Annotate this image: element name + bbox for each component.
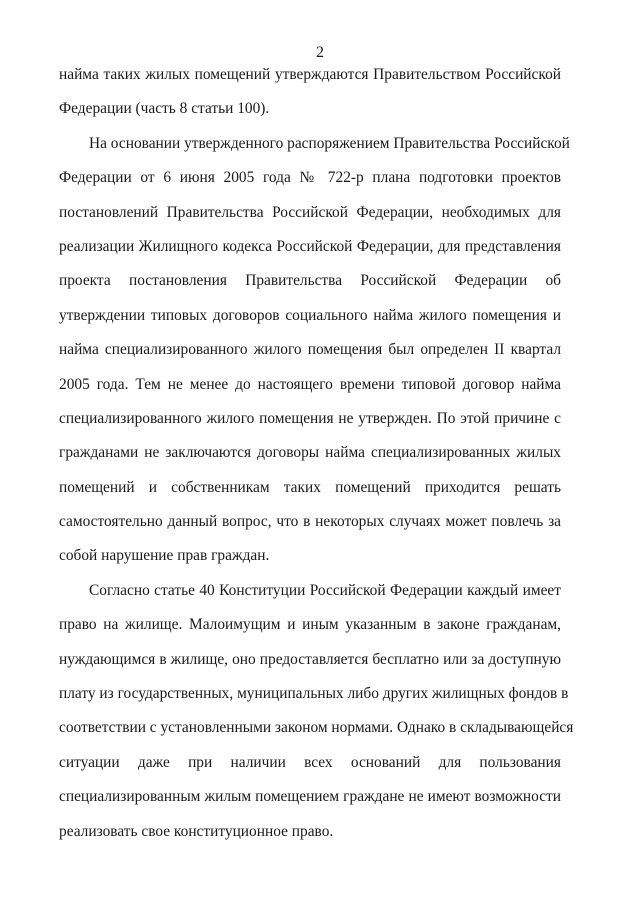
text-line: специализированным жилым помещением граждане не имеют возможности: [59, 788, 561, 806]
text-line: 2005 года. Тем не менее до настоящего времени типовой договор найма: [59, 375, 561, 393]
text-line: реализации Жилищного кодекса Российской Федерации, для представления: [59, 237, 561, 255]
text-line: самостоятельно данный вопрос, что в некоторых случаях может повлечь за: [59, 513, 561, 531]
text-line: утверждении типовых договоров социального найма жилого помещения и: [59, 306, 561, 324]
text-line: Федерации от 6 июня 2005 года № 722-р плана подготовки проектов: [59, 169, 561, 187]
text-line: Согласно статье 40 Конституции Российской Федерации каждый имеет: [89, 581, 561, 599]
text-line: проекта постановления Правительства Российской Федерации об: [59, 272, 561, 290]
text-line: Федерации (часть 8 статьи 100).: [59, 100, 270, 118]
text-line: нуждающимся в жилище, оно предоставляется бесплатно или за доступную: [59, 650, 561, 668]
paragraph-2: [59, 133, 570, 580]
text-line: соответствии с установленными законом нормами. Однако в складывающейся: [59, 719, 574, 737]
text-line: На основании утвержденного распоряжением Правительства Российской: [89, 134, 570, 152]
paragraph-3: [59, 580, 574, 855]
text-line: собой нарушение прав граждан.: [59, 547, 270, 565]
text-line: найма специализированного жилого помещения был определен II квартал: [59, 341, 561, 359]
text-line: специализированного жилого помещения не утвержден. По этой причине с: [59, 409, 561, 427]
document-body: [59, 64, 574, 855]
paragraph-1: [59, 64, 561, 133]
page-number: 2: [316, 44, 324, 61]
text-line: гражданами не заключаются договоры найма специализированных жилых: [59, 444, 561, 462]
text-line: реализовать свое конституционное право.: [59, 822, 334, 840]
text-line: плату из государственных, муниципальных либо других жилищных фондов в: [59, 685, 569, 703]
text-line: помещений и собственникам таких помещений приходится решать: [59, 478, 561, 496]
text-line: ситуации даже при наличии всех оснований для пользования: [59, 753, 561, 771]
text-line: право на жилище. Малоимущим и иным указанным в законе гражданам,: [59, 616, 561, 634]
text-line: постановлений Правительства Российской Федерации, необходимых для: [59, 203, 561, 221]
text-line: найма таких жилых помещений утверждаются Правительством Российской: [59, 66, 561, 83]
